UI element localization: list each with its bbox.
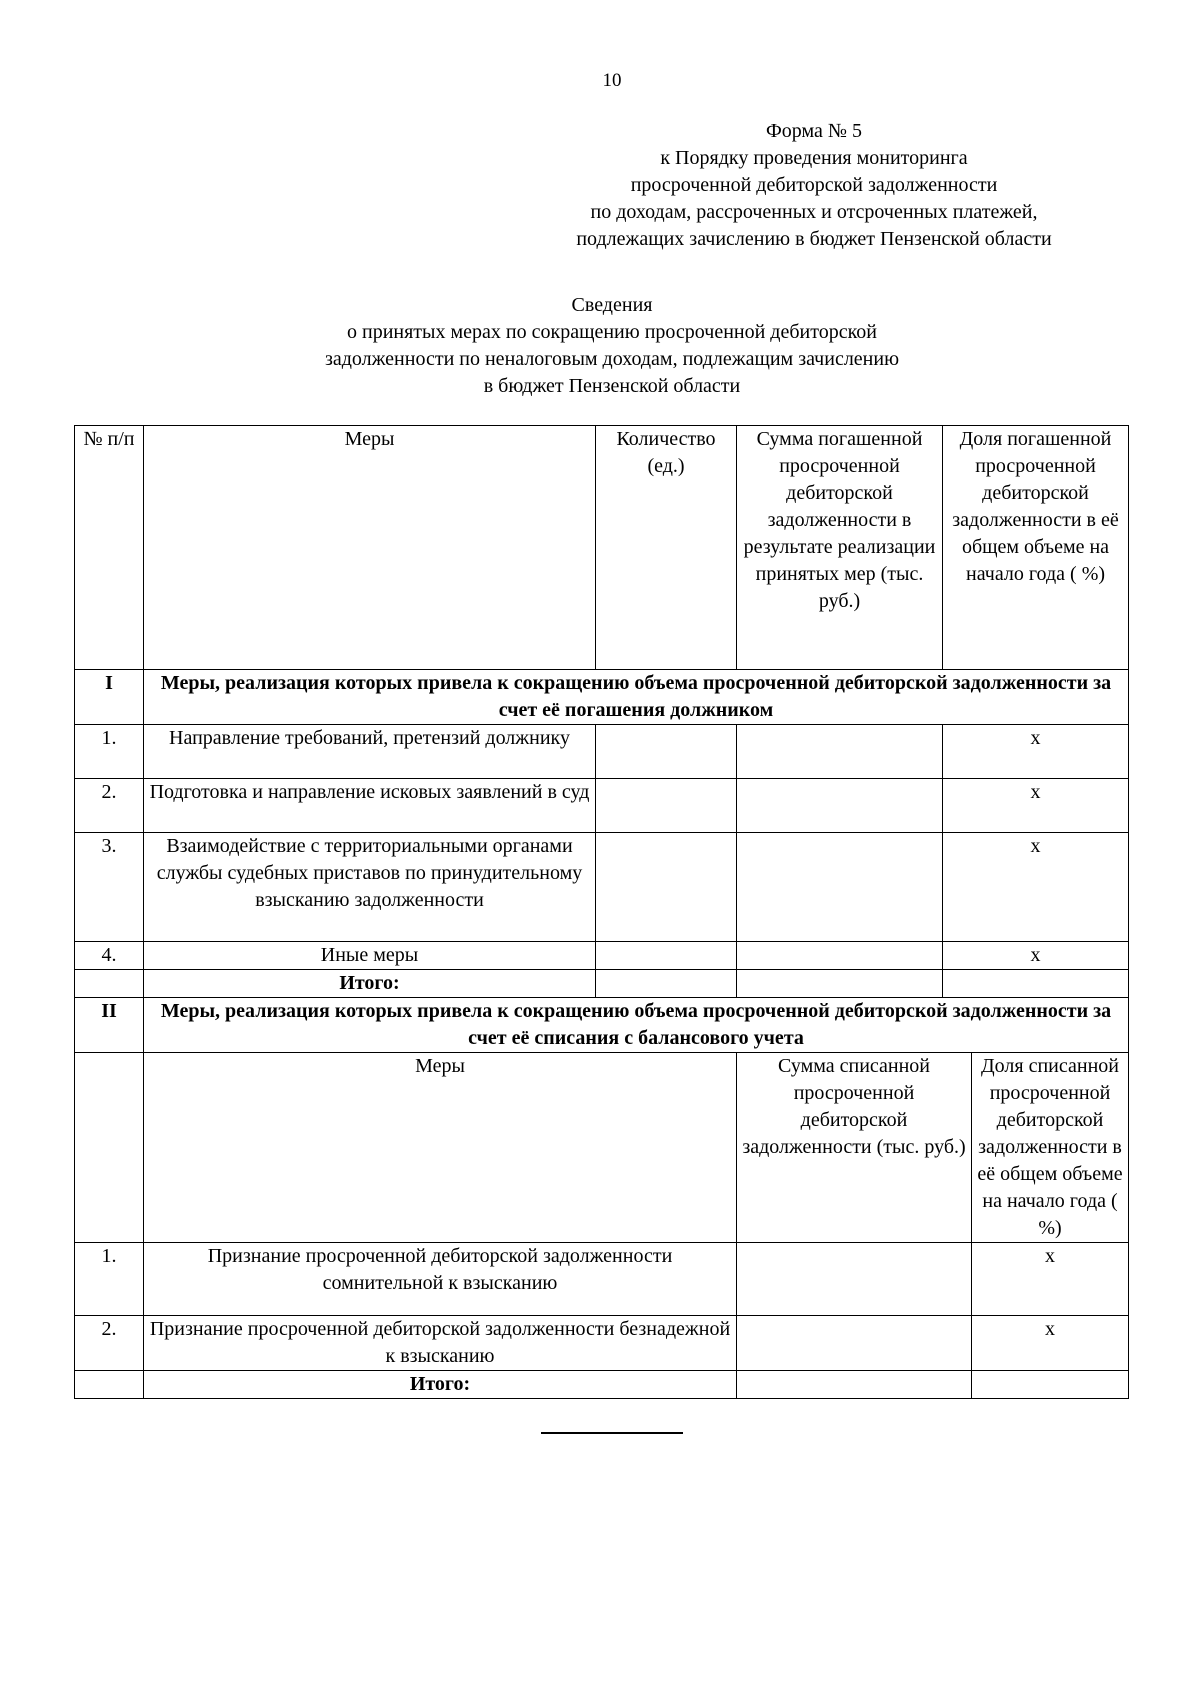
section-row: [75, 998, 1129, 1053]
document-title: [0, 292, 1200, 400]
total-sum-cell: [737, 1371, 972, 1399]
page-number: 10: [602, 70, 622, 91]
form-header-line: просроченной дебиторской задолженности: [630, 174, 998, 196]
share-cell: х: [972, 1243, 1129, 1316]
table-row: [75, 942, 1129, 970]
share-cell: х: [943, 779, 1129, 833]
share-cell: х: [943, 942, 1129, 970]
row-num: 1.: [75, 1243, 144, 1316]
section-num: II: [75, 998, 144, 1053]
sum-cell: [737, 779, 943, 833]
section-row: [75, 670, 1129, 725]
quantity-cell: [596, 779, 737, 833]
total-row: [75, 1371, 1129, 1399]
sum-cell: [737, 1243, 972, 1316]
header-quantity: Количество (ед.): [596, 426, 737, 670]
title-line: задолженности по неналоговым доходам, подлежащим зачислению: [324, 348, 900, 370]
header-num-cell: [75, 1053, 144, 1243]
table-row: [75, 779, 1129, 833]
row-num: 2.: [75, 1316, 144, 1371]
sum-cell: [737, 833, 943, 942]
total-num-cell: [75, 970, 144, 998]
total-label: Итого:: [144, 1371, 737, 1399]
row-num: 3.: [75, 833, 144, 942]
section-num: I: [75, 670, 144, 725]
total-share-cell: [972, 1371, 1129, 1399]
header-share: Доля погашенной просроченной дебиторской задолженности в её общем объеме на начало года ( %): [943, 426, 1129, 670]
form-header-line: по доходам, рассроченных и отсроченных платежей,: [590, 201, 1038, 223]
form-header: [494, 118, 1134, 253]
measures-table: [74, 425, 1129, 1399]
table-row: [75, 833, 1129, 942]
form-header-line: Форма № 5: [766, 120, 862, 142]
table-row: [75, 725, 1129, 779]
row-measure: Направление требований, претензий должнику: [144, 725, 596, 779]
separator-line: [541, 1432, 683, 1434]
row-measure: Признание просроченной дебиторской задолженности безнадежной к взысканию: [144, 1316, 737, 1371]
section-title: Меры, реализация которых привела к сокращению объема просроченной дебиторской задолженности за счет её погашения должником: [144, 670, 1129, 725]
total-num-cell: [75, 1371, 144, 1399]
total-sum-cell: [737, 970, 943, 998]
sum-cell: [737, 1316, 972, 1371]
total-label: Итого:: [144, 970, 596, 998]
quantity-cell: [596, 725, 737, 779]
share-cell: х: [943, 725, 1129, 779]
header-measures: Меры: [144, 1053, 737, 1243]
share-cell: х: [972, 1316, 1129, 1371]
total-row: [75, 970, 1129, 998]
share-cell: х: [943, 833, 1129, 942]
row-measure: Взаимодействие с территориальными органами службы судебных приставов по принудительному взысканию задолженности: [144, 833, 596, 942]
title-line: о принятых мерах по сокращению просроченной дебиторской: [347, 321, 877, 343]
section-title: Меры, реализация которых привела к сокращению объема просроченной дебиторской задолженности за счет её списания с балансового учета: [144, 998, 1129, 1053]
table-row: [75, 1316, 1129, 1371]
row-measure: Иные меры: [144, 942, 596, 970]
row-measure: Признание просроченной дебиторской задолженности сомнительной к взысканию: [144, 1243, 737, 1316]
row-measure: Подготовка и направление исковых заявлений в суд: [144, 779, 596, 833]
header-sum: Сумма списанной просроченной дебиторской задолженности (тыс. руб.): [737, 1053, 972, 1243]
section-header-row: [75, 1053, 1129, 1243]
table-header-row: [75, 426, 1129, 670]
header-sum: Сумма погашенной просроченной дебиторской задолженности в результате реализации принятых мер (тыс. руб.): [737, 426, 943, 670]
header-measures: Меры: [144, 426, 596, 670]
header-num: № п/п: [75, 426, 144, 670]
quantity-cell: [596, 833, 737, 942]
total-quantity-cell: [596, 970, 737, 998]
form-header-line: подлежащих зачислению в бюджет Пензенской области: [576, 228, 1052, 250]
table-row: [75, 1243, 1129, 1316]
form-header-line: к Порядку проведения мониторинга: [660, 147, 968, 169]
sum-cell: [737, 725, 943, 779]
row-num: 1.: [75, 725, 144, 779]
sum-cell: [737, 942, 943, 970]
row-num: 2.: [75, 779, 144, 833]
quantity-cell: [596, 942, 737, 970]
title-line: в бюджет Пензенской области: [483, 375, 741, 397]
header-share: Доля списанной просроченной дебиторской задолженности в её общем объеме на начало года ( %): [972, 1053, 1129, 1243]
row-num: 4.: [75, 942, 144, 970]
total-share-cell: [943, 970, 1129, 998]
title-line: Сведения: [571, 294, 653, 316]
